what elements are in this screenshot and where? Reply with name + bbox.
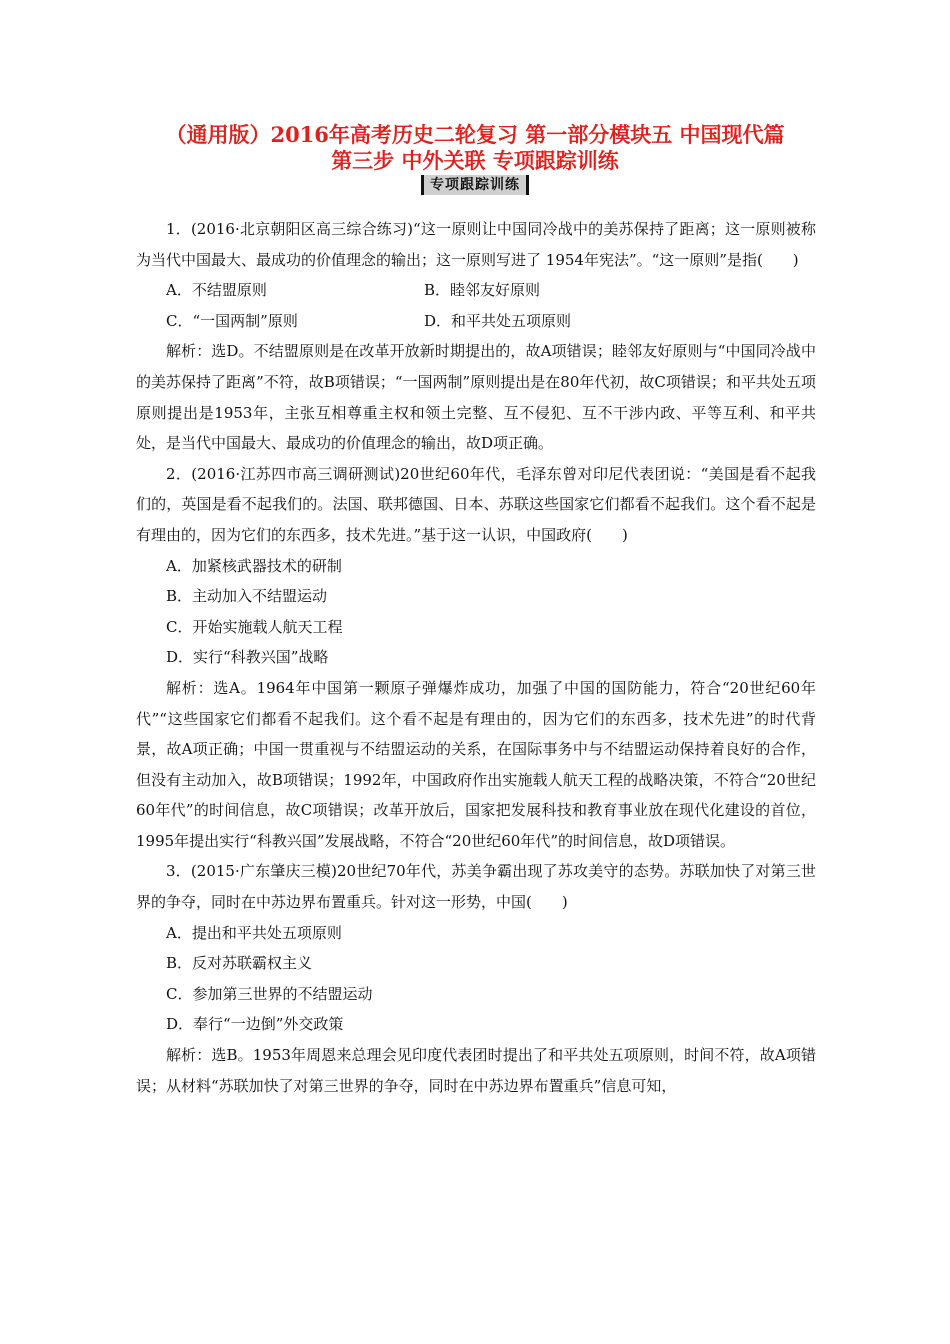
q1-options-row2: [136, 306, 816, 337]
section-badge-wrapper: [0, 174, 950, 195]
q3-stem: 3．(2015·广东肇庆三模)20世纪70年代，苏美争霸出现了苏攻美守的态势。苏联加快了对第三世界的争夺，同时在中苏边界布置重兵。针对这一形势，中国( ): [136, 862, 816, 912]
q3-option-b: B．反对苏联霸权主义: [166, 954, 313, 973]
q1-option-a: A．不结盟原则: [166, 281, 267, 300]
q3-option-a: A．提出和平共处五项原则: [166, 923, 342, 942]
q3-option-d: D．奉行“一边倒”外交政策: [166, 1015, 344, 1034]
q2-stem: 2．(2016·江苏四市高三调研测试)20世纪60年代，毛泽东曾对印尼代表团说：“美国是看不起我们的，英国是看不起我们的。法国、联邦德国、日本、苏联这些国家它们都看不起我们。这个看不起是有理由的，因为它们的东西多，技术先进。”基于这一认识，中国政府( ): [136, 464, 816, 544]
document-title-line1: （通用版）2016年高考历史二轮复习 第一部分模块五 中国现代篇: [165, 122, 785, 147]
q2-option-b: B．主动加入不结盟运动: [166, 587, 328, 606]
q1-option-b: B．睦邻友好原则: [424, 281, 541, 300]
q2-option-c: C．开始实施载人航天工程: [166, 617, 343, 636]
q3-option-c: C．参加第三世界的不结盟运动: [166, 984, 373, 1003]
document-title-line2: 第三步 中外关联 专项跟踪训练: [331, 148, 619, 173]
question-list: [136, 214, 816, 1101]
q2-option-d: D．实行“科教兴国”战略: [166, 648, 329, 667]
section-badge: 专项跟踪训练: [421, 175, 529, 195]
q1-option-c: C．“一国两制”原则: [166, 311, 298, 330]
q1-stem: 1．(2016·北京朝阳区高三综合练习)“这一原则让中国同冷战中的美苏保持了距离；这一原则被称为当代中国最大、最成功的价值理念的输出；这一原则写进了 1954年宪法”。“这一原则”是指( ): [136, 220, 816, 269]
q2-option-a: A．加紧核武器技术的研制: [166, 556, 342, 575]
q2-analysis: 解析：选A。1964年中国第一颗原子弹爆炸成功，加强了中国的国防能力，符合“20世纪60年代”“这些国家它们都看不起我们。这个看不起是有理由的，因为它们的东西多，技术先进”的时代背景，故A项正确；中国一贯重视与不结盟运动的关系，在国际事务中与不结盟运动保持着良好的合作，但没有主动加入，故B项错误；1992年，中国政府作出实施载人航天工程的战略决策，不符合“20世纪60年代”的时间信息，故C项错误；改革开放后，国家把发展科技和教育事业放在现代化建设的首位，1995年提出实行“科教兴国”发展战略，不符合“20世纪60年代”的时间信息，故D项错误。: [136, 678, 816, 850]
q3-analysis: 解析：选B。1953年周恩来总理会见印度代表团时提出了和平共处五项原则，时间不符，故A项错误；从材料“苏联加快了对第三世界的争夺，同时在中苏边界布置重兵”信息可知，: [136, 1046, 816, 1095]
q1-analysis: 解析：选D。不结盟原则是在改革开放新时期提出的，故A项错误；睦邻友好原则与“中国同冷战中的美苏保持了距离”不符，故B项错误；“一国两制”原则提出是在80年代初，故C项错误；和平共处五项原则提出是1953年，主张互相尊重主权和领土完整、互不侵犯、互不干涉内政、平等互利、和平共处，是当代中国最大、最成功的价值理念的输出，故D项正确。: [136, 342, 816, 453]
q1-option-d: D．和平共处五项原则: [424, 311, 572, 330]
q1-options-row1: [136, 275, 816, 306]
